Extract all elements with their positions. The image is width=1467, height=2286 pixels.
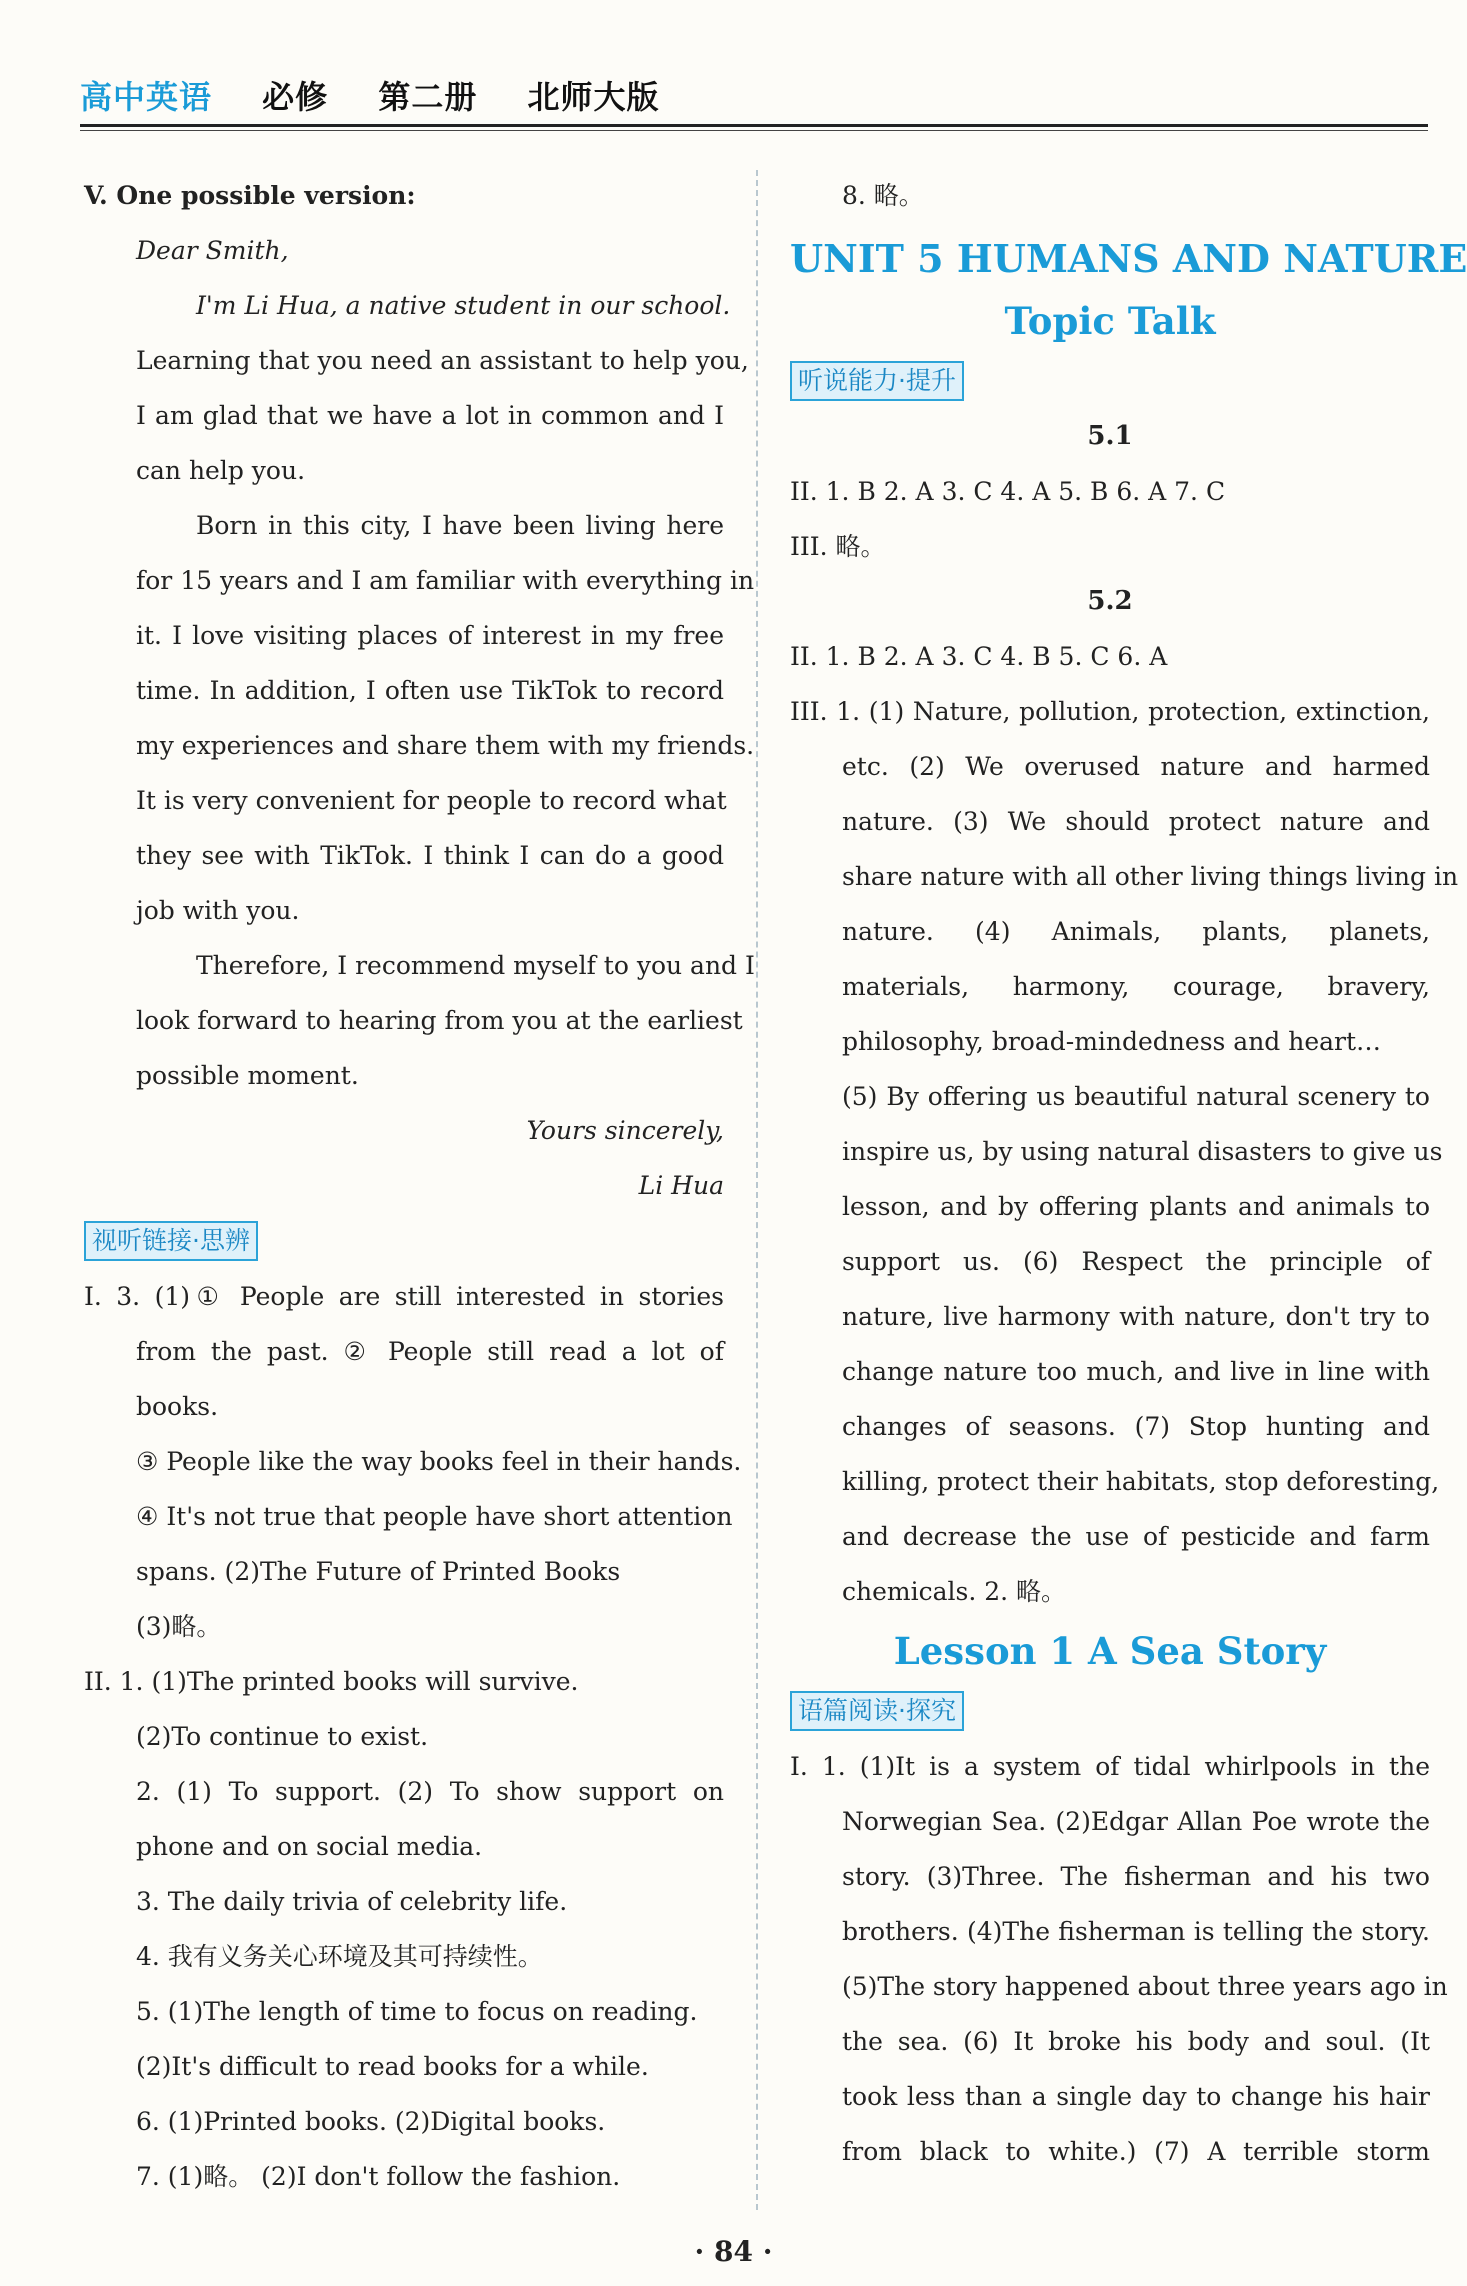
answer-line: (5)The story happened about three years ago in — [842, 1972, 1448, 2001]
answer-line: I. 1. (1)It is a system of tidal whirlpools in the — [790, 1752, 1430, 1781]
letter-line: look forward to hearing from you at the earliest — [136, 1006, 743, 1035]
letter-signature: Li Hua — [638, 1171, 724, 1200]
answer-line: story. (3)Three. The fisherman and his two — [842, 1862, 1430, 1891]
answer-line: 5. (1)The length of time to focus on reading. — [136, 1997, 698, 2026]
answer-line: share nature with all other living things living in — [842, 862, 1459, 891]
header-book: 必修 — [262, 78, 329, 116]
header-rule-thin — [80, 130, 1428, 131]
answer-line: (5) By offering us beautiful natural scenery to — [842, 1082, 1430, 1111]
answer-line: changes of seasons. (7) Stop hunting and — [842, 1412, 1430, 1441]
letter-line: It is very convenient for people to record what — [136, 786, 727, 815]
answer-line: Norwegian Sea. (2)Edgar Allan Poe wrote the — [842, 1807, 1430, 1836]
answer-line: inspire us, by using natural disasters to give us — [842, 1137, 1443, 1166]
answer-line: II. 1. B 2. A 3. C 4. B 5. C 6. A — [790, 642, 1168, 671]
answer-line: II. 1. (1)The printed books will survive. — [84, 1667, 579, 1696]
letter-line: they see with TikTok. I think I can do a good — [136, 841, 724, 870]
answer-line: (2)It's difficult to read books for a while. — [136, 2052, 649, 2081]
answer-line: philosophy, broad-mindedness and heart… — [842, 1027, 1382, 1056]
lesson-title: Lesson 1 A Sea Story — [893, 1629, 1327, 1673]
answer-line: III. 略。 — [790, 532, 886, 561]
letter-line: Born in this city, I have been living here — [196, 511, 724, 540]
answer-line: nature. (4) Animals, plants, planets, — [842, 917, 1430, 946]
answer-line: etc. (2) We overused nature and harmed — [842, 752, 1430, 781]
letter-line: Therefore, I recommend myself to you and I — [196, 951, 755, 980]
column-divider — [756, 170, 758, 2210]
subsection-heading: 5.2 — [1087, 586, 1133, 616]
section-tag-viewing: 视听链接·思辨 — [84, 1221, 258, 1261]
answer-line: ④ It's not true that people have short attention — [136, 1502, 733, 1531]
answer-line: 8. 略。 — [842, 181, 924, 210]
answer-line: (2)To continue to exist. — [136, 1722, 429, 1751]
letter-closing: Yours sincerely, — [526, 1116, 724, 1145]
answer-line: 7. (1)略。 (2)I don't follow the fashion. — [136, 2162, 621, 2191]
answer-line: 3. The daily trivia of celebrity life. — [136, 1887, 568, 1916]
header-series: 高中英语 — [80, 78, 213, 116]
letter-line: for 15 years and I am familiar with everything in — [136, 566, 755, 595]
answer-line: phone and on social media. — [136, 1832, 483, 1861]
answer-line: materials, harmony, courage, bravery, — [842, 972, 1430, 1001]
answer-line: and decrease the use of pesticide and farm — [842, 1522, 1430, 1551]
page-header — [80, 72, 697, 118]
subsection-heading: 5.1 — [1087, 421, 1133, 451]
answer-line: killing, protect their habitats, stop deforesting, — [842, 1467, 1440, 1496]
answer-line: from black to white.) (7) A terrible storm — [842, 2137, 1430, 2166]
answer-line: the sea. (6) It broke his body and soul. (It — [842, 2027, 1430, 2056]
answer-line: support us. (6) Respect the principle of — [842, 1247, 1430, 1276]
answer-line: 2. (1) To support. (2) To show support on — [136, 1777, 724, 1806]
section-tag-reading: 语篇阅读·探究 — [790, 1691, 964, 1731]
header-edition: 北师大版 — [527, 78, 660, 116]
page-number: · 84 · — [694, 2235, 773, 2268]
answer-line: nature. (3) We should protect nature and — [842, 807, 1430, 836]
answer-line: books. — [136, 1392, 219, 1421]
letter-line: can help you. — [136, 456, 306, 485]
section-v-heading: V. One possible version: — [84, 181, 416, 210]
right-column — [790, 168, 1467, 2179]
letter-line: it. I love visiting places of interest in my free — [136, 621, 724, 650]
letter-salutation: Dear Smith, — [136, 236, 289, 265]
letter-line: my experiences and share them with my friends. — [136, 731, 755, 760]
answer-line: (3)略。 — [136, 1612, 222, 1641]
answer-line: III. 1. (1) Nature, pollution, protection, extinction, — [790, 697, 1430, 726]
letter-line: Learning that you need an assistant to help you, — [136, 346, 749, 375]
unit-title: UNIT 5 HUMANS AND NATURE — [790, 236, 1467, 281]
answer-line: II. 1. B 2. A 3. C 4. A 5. B 6. A 7. C — [790, 477, 1226, 506]
answer-line: spans. (2)The Future of Printed Books — [136, 1557, 621, 1586]
answer-line: 4. 我有义务关心环境及其可持续性。 — [136, 1942, 543, 1971]
answer-line: I. 3. (1)① People are still interested in stories — [84, 1282, 724, 1311]
answer-line: nature, live harmony with nature, don't try to — [842, 1302, 1430, 1331]
answer-line: lesson, and by offering plants and animals to — [842, 1192, 1430, 1221]
letter-line: job with you. — [136, 896, 300, 925]
answer-line: took less than a single day to change his hair — [842, 2082, 1430, 2111]
letter-line: possible moment. — [136, 1061, 359, 1090]
topic-title: Topic Talk — [1004, 299, 1216, 343]
header-volume: 第二册 — [378, 78, 478, 116]
answer-line: brothers. (4)The fisherman is telling the story. — [842, 1917, 1430, 1946]
left-column — [84, 168, 755, 2204]
answer-line: chemicals. 2. 略。 — [842, 1577, 1067, 1606]
letter-line: I'm Li Hua, a native student in our school. — [196, 291, 731, 320]
answer-line: 6. (1)Printed books. (2)Digital books. — [136, 2107, 606, 2136]
answer-line: from the past. ② People still read a lot of — [136, 1337, 724, 1366]
letter-line: time. In addition, I often use TikTok to record — [136, 676, 724, 705]
answer-line: change nature too much, and live in line with — [842, 1357, 1430, 1386]
header-rule — [80, 124, 1428, 127]
answer-line: ③ People like the way books feel in their hands. — [136, 1447, 742, 1476]
letter-line: I am glad that we have a lot in common and I — [136, 401, 724, 430]
section-tag-listening: 听说能力·提升 — [790, 361, 964, 401]
